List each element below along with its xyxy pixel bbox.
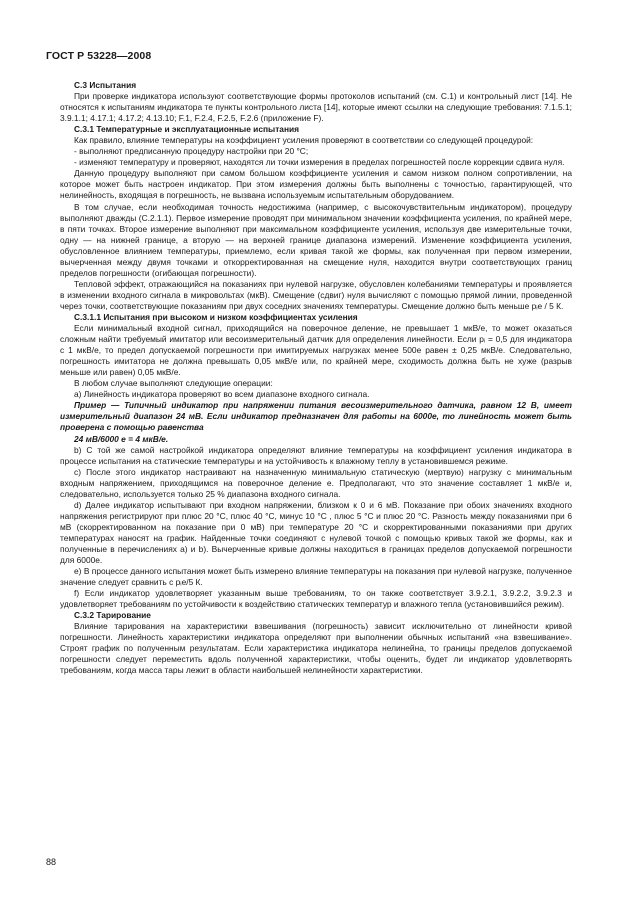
paragraph: Как правило, влияние температуры на коэффициент усиления проверяют в соответствии со следующей процедурой: — [74, 135, 534, 146]
paragraph: d) Далее индикатор испытывают при входном напряжении, близком к 0 и 6 мВ. Показание при обоих значениях входного напряжения регистрируют при плюс 20 °С, плюс 40 °С, минус 10 °С , плюс 5 °С и плюс 20 °С. Разность между показаниями при 6 мВ (скорректированном на показание при 0 мВ) при температуре 20 °С и скорректированными показаниями при других температурах наносят на график. Найденные точки соединяют с нулевой точкой с помощью кривых такой же формы, как и полученные в перечислениях a) и b). Вычерченные кривые должны находиться в границах пределов допускаемой погрешности для 6000е. — [60, 499, 572, 566]
standard-header: ГОСТ Р 53228—2008 — [46, 50, 152, 62]
paragraph: В любом случае выполняют следующие операции: — [74, 378, 273, 389]
section-heading: С.3.1.1 Испытания при высоком и низком коэффициентах усиления — [74, 311, 358, 322]
example-paragraph: Пример — Типичный индикатор при напряжении питания весоизмерительного датчика, равном 12 В, имеет измерительный диапазон 24 мВ. Если индикатор предназначен для работы на 6000е, то линейность может быть проверена с помощью равенства — [60, 400, 572, 433]
page-number: 88 — [46, 857, 57, 867]
section-heading: С.3.2 Тарирование — [74, 610, 151, 621]
paragraph: Влияние тарирования на характеристики взвешивания (погрешность) зависит исключительно от линейности кривой погрешности. Линейность характеристики индикатора определяют при выполнении обычных испытаний «на взвешивание». Строят график по полученным результатам. Если характеристика индикатора нелинейна, то границы пределов допускаемой погрешности следует переместить вдоль полученной характеристики, чтобы оценить, будет ли индикатор удовлетворять требованиям, когда масса тары лежит в области наибольшей нелинейности характеристики. — [60, 621, 572, 676]
section-heading: С.3.1 Температурные и эксплуатационные испытания — [74, 124, 300, 135]
list-item: - изменяют температуру и проверяют, находятся ли точки измерения в пределах погрешностей после коррекции сдвига нуля. — [74, 157, 565, 168]
paragraph: e) В процессе данного испытания может быть измерено влияние температуры на показания при нулевой нагрузке, полученное значение следует сравнить с pᵢe/5 К. — [60, 566, 572, 588]
paragraph: c) После этого индикатор настраивают на назначенную минимальную статическую (мертвую) нагрузку с минимальным входным напряжением, приходящимся на поверочное деление е. Предполагают, что это значение составляет 1 мкВ/е и, следовательно, используется только 25 % диапазона входного сигнала. — [60, 466, 572, 499]
paragraph: f) Если индикатор удовлетворяет указанным выше требованиям, то он также соответствует 3.9.2.1, 3.9.2.2, 3.9.2.3 и удовлетворяет требованиям по устойчивости к воздействию статических температур и влажного тепла (установившийся режим). — [60, 588, 572, 610]
paragraph: Если минимальный входной сигнал, приходящийся на поверочное деление, не превышает 1 мкВ/е, то может оказаться сложным найти требуемый имитатор или весоизмерительный датчик для определения линейности. Если pᵢ = 0,5 для индикатора с 1 мкВ/е, то предел допускаемой погрешности при имитируемых нагрузках менее 500е равен ± 0,25 мкВ/е. Следовательно, погрешность имитатора не должна превышать 0,05 мкВ/е или, по крайней мере, сходимость должна быть не хуже (разрыв меньше или равен) 0,05 мкВ/е. — [60, 323, 572, 378]
paragraph: Данную процедуру выполняют при самом большом коэффициенте усиления и самом низком полном сопротивлении, на которое может быть настроен индикатор. При этом измерения должны быть выполнены с точностью, гарантирующей, что нелинейность, входящая в погрешность, не вызвана используемым испытательным оборудованием. — [60, 168, 572, 201]
body-text — [60, 80, 572, 677]
paragraph: При проверке индикатора используют соответствующие формы протоколов испытаний (см. С.1) и контрольный лист [14]. Не относятся к испытаниям индикатора те пункты контрольного листа [14], которые имеют ссылки на следующие требования: 7.1.5.1; 3.9.1.1; 4.17.1; 4.17.2; 4.13.10; F.1, F.2.4, F.2.5, F.2.6 (приложение F). — [60, 91, 572, 124]
paragraph: В том случае, если необходимая точность недостижима (например, с высокочувствительным индикатором), процедуру выполняют дважды (С.2.1.1). Первое измерение проводят при минимальном значении коэффициента усиления, по крайней мере, в пяти точках. Второе измерение выполняют при максимальном коэффициенте усиления, используя две измерительные точки, одну — на нижней границе, а вторую — на верхней границе диапазона измерений. Изменение коэффициента усиления, обусловленное влиянием температуры, приемлемо, если кривая такой же формы, как полученная при первом измерении, вычерченная между двумя точками и откорректированная на смещение нуля, находится внутри соответствующих границ пределов погрешности (огибающая погрешности). — [60, 201, 572, 278]
section-heading: С.3 Испытания — [74, 80, 137, 90]
example-formula: 24 мВ/6000 е = 4 мкВ/е. — [74, 433, 169, 444]
list-item: - выполняют предписанную процедуру настройки при 20 °С; — [74, 146, 309, 157]
paragraph: Тепловой эффект, отражающийся на показаниях при нулевой нагрузке, обусловлен колебаниями температуры и проявляется в изменении входного сигнала в микровольтах (мкВ). Смещение (сдвиг) нуля вычисляют с помощью прямой линии, проведенной через точки, соответствующие показаниям при двух соседних значениях температуры. Смещение должно быть меньше pᵢe / 5 К. — [60, 278, 572, 311]
paragraph: b) С той же самой настройкой индикатора определяют влияние температуры на коэффициент усиления индикатора в процессе испытания на статические температуры и на устойчивость к влажному теплу в установившемся режиме. — [60, 444, 572, 466]
list-item: a) Линейность индикатора проверяют во всем диапазоне входного сигнала. — [74, 389, 370, 400]
